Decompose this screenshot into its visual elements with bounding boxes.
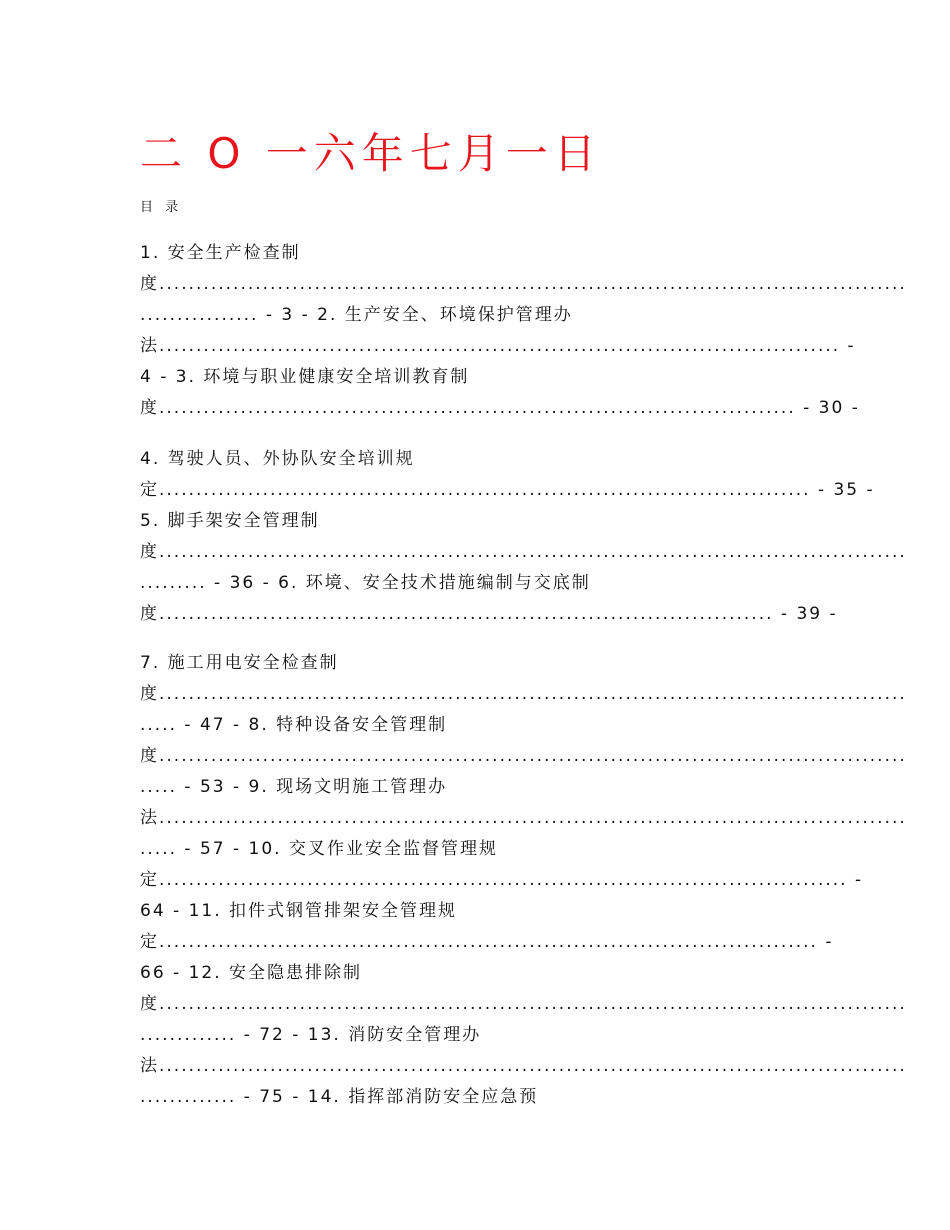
toc-line: ............. - 75 - 14. 指挥部消防安全应急预	[140, 1087, 539, 1107]
toc-heading: 目 录	[140, 200, 183, 215]
toc-line: 度.....................................................................................................	[140, 542, 907, 562]
toc-line: 66 - 12. 安全隐患排除制	[140, 963, 363, 983]
toc-line: 法.....................................................................................................	[140, 808, 907, 828]
toc-line: 度.....................................................................................................	[140, 994, 907, 1014]
toc-line: 法............................................................................................ -	[140, 336, 856, 356]
toc-line: 度.....................................................................................................	[140, 746, 907, 766]
toc-line: ......... - 36 - 6. 环境、安全技术措施编制与交底制	[140, 573, 591, 593]
date-title: 二 O 一六年七月一日	[140, 129, 602, 178]
toc-line: 定........................................................................................ - 35 -	[140, 480, 875, 500]
toc-line: 5. 脚手架安全管理制	[140, 511, 320, 531]
toc-line: ..... - 53 - 9. 现场文明施工管理办	[140, 777, 448, 797]
toc-line: 定......................................................................................... -	[140, 932, 834, 952]
toc-line: ................ - 3 - 2. 生产安全、环境保护管理办	[140, 305, 573, 325]
toc-line: 7. 施工用电安全检查制	[140, 653, 339, 673]
toc-line: 度................................................................................... - 39 -	[140, 604, 838, 624]
toc-line: ..... - 57 - 10. 交叉作业安全监督管理规	[140, 839, 498, 859]
toc-line: 定............................................................................................. -	[140, 870, 864, 890]
toc-line: 4. 驾驶人员、外协队安全培训规	[140, 449, 415, 469]
toc-line: 度.....................................................................................................	[140, 274, 907, 294]
toc-line: 度.....................................................................................................	[140, 684, 907, 704]
toc-line: ..... - 47 - 8. 特种设备安全管理制	[140, 715, 448, 735]
toc-line: 4 - 3. 环境与职业健康安全培训教育制	[140, 367, 470, 387]
toc-line: 1. 安全生产检查制	[140, 243, 301, 263]
toc-line: 64 - 11. 扣件式钢管排架安全管理规	[140, 901, 458, 921]
toc-line: ............. - 72 - 13. 消防安全管理办	[140, 1025, 482, 1045]
toc-line: 法.....................................................................................................	[140, 1056, 907, 1076]
toc-line: 度...................................................................................... - 30 -	[140, 398, 860, 418]
